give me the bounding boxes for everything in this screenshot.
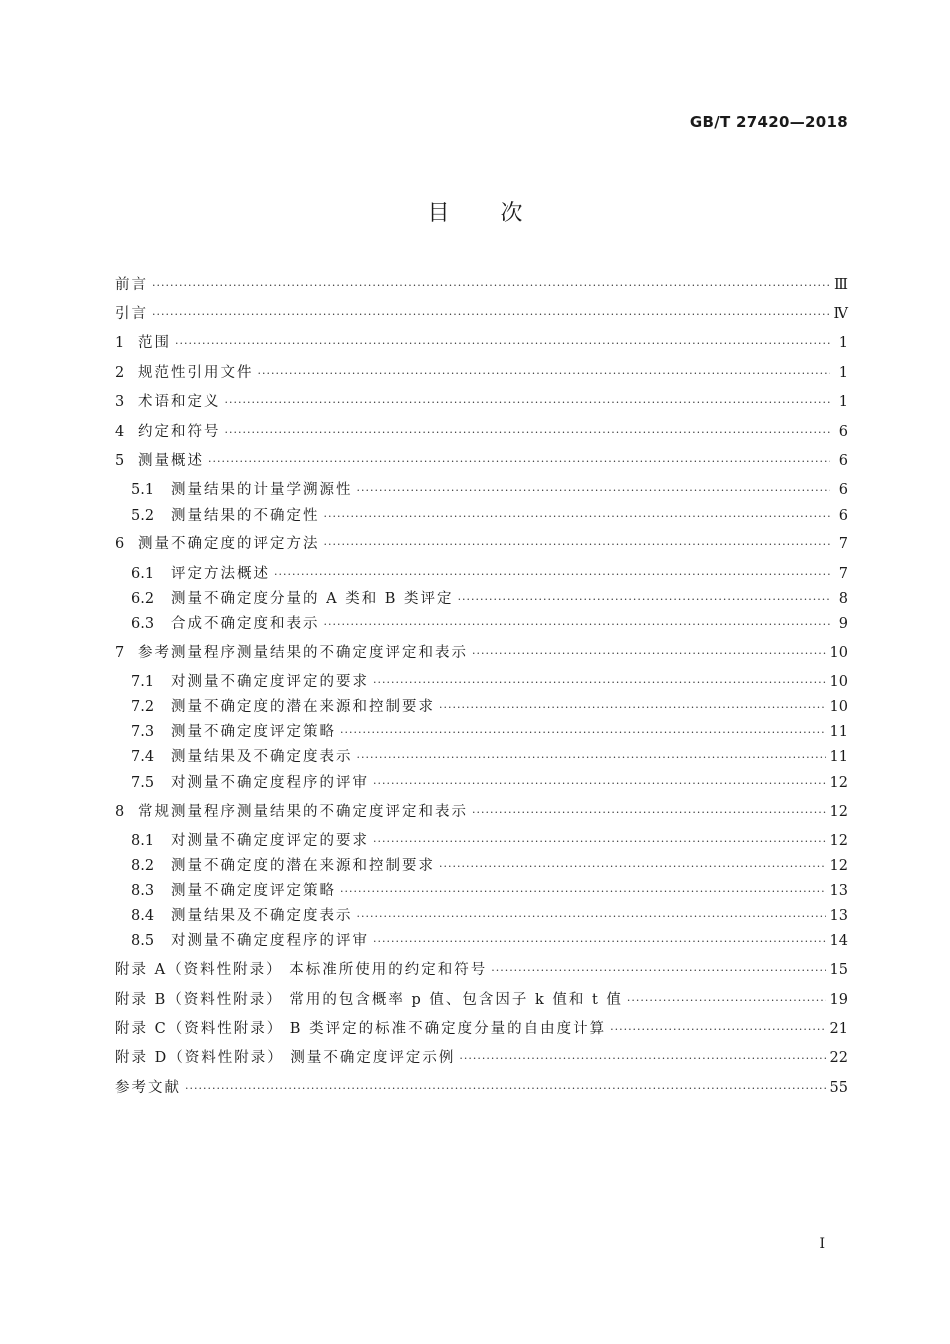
- toc-entry-label: 测量不确定度的潜在来源和控制要求: [171, 858, 435, 874]
- toc-entry-number: 7.4: [131, 749, 155, 765]
- toc-entry[interactable]: [115, 422, 848, 442]
- dot-leader: [373, 774, 826, 794]
- toc-subentry[interactable]: [131, 672, 848, 692]
- toc-entry[interactable]: [115, 275, 848, 295]
- dot-leader: [258, 364, 831, 384]
- toc-entry-label: 对测量不确定度评定的要求: [171, 833, 369, 849]
- toc-entry-page: 11: [829, 749, 848, 765]
- toc-subentry[interactable]: [131, 747, 848, 767]
- toc-entry-label: 测量不确定度的潜在来源和控制要求: [171, 699, 435, 715]
- toc-entry[interactable]: [115, 990, 848, 1010]
- toc-entry-page: 10: [829, 699, 848, 715]
- dot-leader: [491, 961, 825, 981]
- toc-entry[interactable]: [115, 1019, 848, 1039]
- title-char: 目: [427, 201, 450, 226]
- dot-leader: [627, 991, 826, 1011]
- toc-entry-page: 6: [838, 508, 848, 524]
- toc-subentry[interactable]: [131, 589, 848, 609]
- title-char: 次: [500, 201, 523, 226]
- toc-entry-label: 引言: [115, 306, 148, 322]
- toc-subentry[interactable]: [131, 697, 848, 717]
- toc-entry-page: 55: [829, 1080, 848, 1096]
- toc-entry-number: 5.2: [131, 508, 155, 524]
- toc-entry[interactable]: [115, 534, 848, 554]
- toc-entry-label: 评定方法概述: [171, 566, 270, 582]
- toc-subentry[interactable]: [131, 722, 848, 742]
- toc-entry-label: 参考文献: [115, 1080, 181, 1096]
- toc-entry-label: 对测量不确定度程序的评审: [171, 933, 369, 949]
- toc-entry-page: 1: [838, 365, 848, 381]
- dot-leader: [152, 305, 830, 325]
- toc-entry-page: 6: [838, 482, 848, 498]
- toc-subentry[interactable]: [131, 931, 848, 951]
- toc-subentry[interactable]: [131, 881, 848, 901]
- toc-entry[interactable]: [115, 333, 848, 353]
- dot-leader: [225, 393, 831, 413]
- footer-page-number: I: [819, 1236, 825, 1252]
- toc-entry-label: 测量概述: [138, 453, 204, 469]
- toc-entry-label: 测量结果及不确定度表示: [171, 749, 353, 765]
- dot-leader: [357, 481, 831, 501]
- toc-entry-page: 6: [838, 424, 848, 440]
- toc-entry-page: 15: [829, 962, 848, 978]
- dot-leader: [373, 832, 826, 852]
- dot-leader: [185, 1079, 826, 1099]
- toc-entry-number: 6.1: [131, 566, 155, 582]
- dot-leader: [324, 507, 831, 527]
- toc-entry-number: 6.3: [131, 616, 155, 632]
- toc-entry-page: 7: [838, 566, 848, 582]
- toc-entry-label: 对测量不确定度评定的要求: [171, 674, 369, 690]
- dot-leader: [373, 932, 826, 952]
- toc-entry[interactable]: [115, 960, 848, 980]
- dot-leader: [472, 803, 826, 823]
- dot-leader: [472, 644, 826, 664]
- toc-entry-number: 7.2: [131, 699, 155, 715]
- toc-entry-page: Ⅳ: [833, 306, 848, 322]
- toc-entry-label: 常规测量程序测量结果的不确定度评定和表示: [138, 804, 468, 820]
- toc-entry-page: Ⅲ: [834, 277, 848, 293]
- dot-leader: [208, 452, 830, 472]
- toc-entry[interactable]: [115, 1078, 848, 1098]
- toc-entry-label: 附录 A（资料性附录） 本标准所使用的约定和符号: [115, 962, 488, 978]
- dot-leader: [340, 723, 826, 743]
- dot-leader: [439, 857, 826, 877]
- toc-entry-number: 2: [115, 365, 125, 381]
- toc-entry-label: 测量不确定度的评定方法: [138, 536, 320, 552]
- toc-entry-label: 测量不确定度分量的 A 类和 B 类评定: [171, 591, 454, 607]
- dot-leader: [357, 748, 826, 768]
- dot-leader: [225, 423, 831, 443]
- toc-entry-page: 12: [829, 858, 848, 874]
- dot-leader: [373, 673, 826, 693]
- toc-entry-number: 8.5: [131, 933, 155, 949]
- toc-entry-number: 5.1: [131, 482, 155, 498]
- toc-entry-number: 8.1: [131, 833, 155, 849]
- toc-subentry[interactable]: [131, 856, 848, 876]
- toc-entry-page: 12: [829, 833, 848, 849]
- toc-entry-page: 1: [838, 335, 848, 351]
- dot-leader: [459, 1049, 825, 1069]
- toc-entry-page: 10: [829, 645, 848, 661]
- toc-entry-page: 1: [838, 394, 848, 410]
- toc-entry-number: 8.4: [131, 908, 155, 924]
- toc-entry-page: 14: [829, 933, 848, 949]
- toc-entry-label: 测量结果及不确定度表示: [171, 908, 353, 924]
- toc-entry[interactable]: [115, 1048, 848, 1068]
- toc-entry-label: 范围: [138, 335, 171, 351]
- toc-entry-page: 12: [829, 775, 848, 791]
- toc-entry[interactable]: [115, 304, 848, 324]
- dot-leader: [357, 907, 826, 927]
- toc-entry-number: 8.2: [131, 858, 155, 874]
- toc-entry-page: 22: [829, 1050, 848, 1066]
- dot-leader: [324, 535, 831, 555]
- dot-leader: [340, 882, 826, 902]
- toc-entry-label: 附录 B（资料性附录） 常用的包含概率 p 值、包含因子 k 值和 t 值: [115, 992, 623, 1008]
- toc-entry-page: 19: [829, 992, 848, 1008]
- toc-entry-label: 附录 C（资料性附录） B 类评定的标准不确定度分量的自由度计算: [115, 1021, 607, 1037]
- toc-entry-number: 7.3: [131, 724, 155, 740]
- toc-entry-label: 测量结果的不确定性: [171, 508, 320, 524]
- toc-subentry[interactable]: [131, 831, 848, 851]
- toc-entry[interactable]: [115, 802, 848, 822]
- toc-entry-page: 8: [838, 591, 848, 607]
- toc-entry-number: 7: [115, 645, 125, 661]
- dot-leader: [439, 698, 826, 718]
- toc-entry-page: 12: [829, 804, 848, 820]
- toc-entry-number: 7.5: [131, 775, 155, 791]
- toc-subentry[interactable]: [131, 564, 848, 584]
- toc-entry-number: 1: [115, 335, 125, 351]
- dot-leader: [324, 615, 831, 635]
- toc-entry-page: 11: [829, 724, 848, 740]
- toc-entry-page: 21: [829, 1021, 848, 1037]
- toc-entry-label: 附录 D（资料性附录） 测量不确定度评定示例: [115, 1050, 456, 1066]
- toc-entry-number: 7.1: [131, 674, 155, 690]
- toc-subentry[interactable]: [131, 506, 848, 526]
- dot-leader: [610, 1020, 825, 1040]
- dot-leader: [152, 276, 830, 296]
- toc-entry[interactable]: [115, 392, 848, 412]
- toc-entry-label: 测量结果的计量学溯源性: [171, 482, 353, 498]
- toc-entry-label: 前言: [115, 277, 148, 293]
- toc-subentry[interactable]: [131, 773, 848, 793]
- toc-entry-page: 13: [829, 883, 848, 899]
- toc-entry-number: 5: [115, 453, 125, 469]
- toc-entry-page: 7: [838, 536, 848, 552]
- toc-entry-label: 约定和符号: [138, 424, 221, 440]
- page-title: [0, 196, 950, 227]
- dot-leader: [274, 565, 830, 585]
- toc-entry-label: 参考测量程序测量结果的不确定度评定和表示: [138, 645, 468, 661]
- toc-entry[interactable]: [115, 451, 848, 471]
- toc-subentry[interactable]: [131, 614, 848, 634]
- toc-entry-label: 合成不确定度和表示: [171, 616, 320, 632]
- toc-entry-number: 3: [115, 394, 125, 410]
- dot-leader: [175, 334, 830, 354]
- toc-entry-number: 6.2: [131, 591, 155, 607]
- toc-entry-page: 6: [838, 453, 848, 469]
- toc-entry-page: 13: [829, 908, 848, 924]
- toc-subentry[interactable]: [131, 906, 848, 926]
- toc-entry-label: 测量不确定度评定策略: [171, 883, 336, 899]
- toc-entry-number: 4: [115, 424, 125, 440]
- toc-entry-number: 8: [115, 804, 125, 820]
- toc-entry-label: 规范性引用文件: [138, 365, 254, 381]
- toc-entry-label: 对测量不确定度程序的评审: [171, 775, 369, 791]
- toc-entry-label: 术语和定义: [138, 394, 221, 410]
- dot-leader: [458, 590, 830, 610]
- toc-entry-label: 测量不确定度评定策略: [171, 724, 336, 740]
- toc-subentry[interactable]: [131, 480, 848, 500]
- toc-entry[interactable]: [115, 363, 848, 383]
- toc-entry-page: 9: [838, 616, 848, 632]
- toc-entry-page: 10: [829, 674, 848, 690]
- toc-entry[interactable]: [115, 643, 848, 663]
- standard-number: GB/T 27420—2018: [689, 113, 848, 131]
- toc-entry-number: 6: [115, 536, 125, 552]
- toc-entry-number: 8.3: [131, 883, 155, 899]
